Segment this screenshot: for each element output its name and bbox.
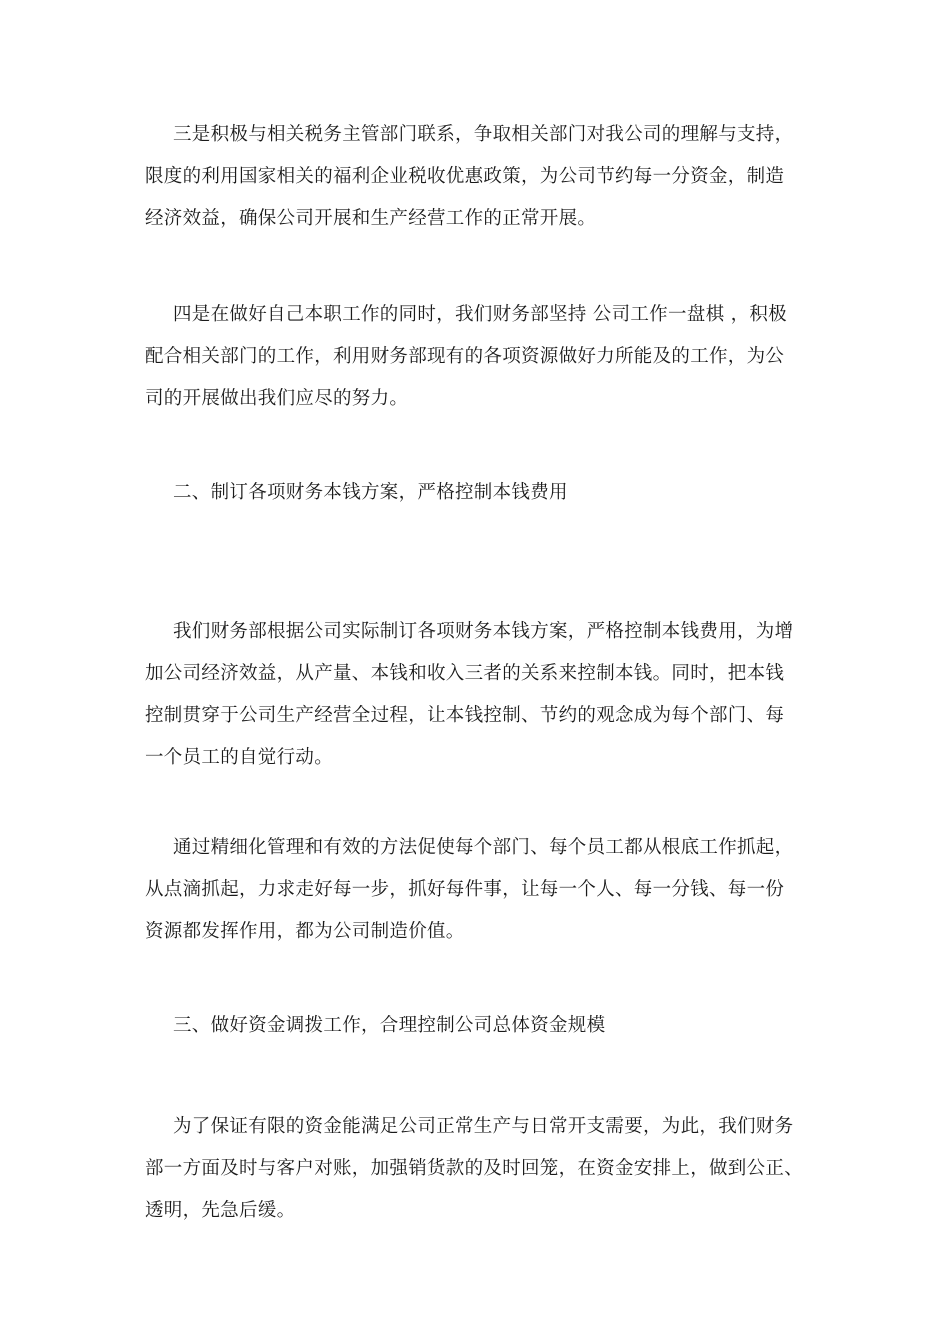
text-line: 资源都发挥作用，都为公司制造价值。 — [145, 921, 465, 942]
text-line: 控制贯穿于公司生产经营全过程，让本钱控制、节约的观念成为每个部门、每 — [145, 705, 785, 726]
text-line: 三是积极与相关税务主管部门联系，争取相关部门对我公司的理解与支持， — [173, 124, 794, 145]
text-line: 我们财务部根据公司实际制订各项财务本钱方案，严格控制本钱费用，为增 — [173, 621, 794, 642]
section-heading-cost-plan — [145, 472, 810, 514]
paragraph-cost-control — [145, 611, 810, 779]
text-line: 四是在做好自己本职工作的同时，我们财务部坚持 公司工作一盘棋 ，积极 — [173, 304, 787, 325]
paragraph-fine-management — [145, 827, 810, 953]
text-line: 从点滴抓起，力求走好每一步，抓好每件事，让每一个人、每一分钱、每一份 — [145, 879, 785, 900]
text-line: 为了保证有限的资金能满足公司正常生产与日常开支需要，为此，我们财务 — [173, 1116, 794, 1137]
section-heading: 二、制订各项财务本钱方案，严格控制本钱费用 — [173, 482, 568, 503]
paragraph-tax-policy — [145, 114, 810, 240]
text-line: 一个员工的自觉行动。 — [145, 747, 334, 768]
text-line: 经济效益，确保公司开展和生产经营工作的正常开展。 — [145, 208, 597, 229]
text-line: 部一方面及时与客户对账，加强销货款的及时回笼，在资金安排上，做到公正、 — [145, 1158, 804, 1179]
text-line: 司的开展做出我们应尽的努力。 — [145, 388, 409, 409]
section-heading-fund-allocation — [145, 1005, 810, 1047]
text-line: 加公司经济效益，从产量、本钱和收入三者的关系来控制本钱。同时，把本钱 — [145, 663, 785, 684]
text-line: 透明，先急后缓。 — [145, 1200, 296, 1221]
section-heading: 三、做好资金调拨工作，合理控制公司总体资金规模 — [173, 1015, 606, 1036]
paragraph-cooperation — [145, 294, 810, 420]
text-line: 限度的利用国家相关的福利企业税收优惠政策，为公司节约每一分资金，制造 — [145, 166, 785, 187]
text-line: 配合相关部门的工作，利用财务部现有的各项资源做好力所能及的工作，为公 — [145, 346, 785, 367]
text-line: 通过精细化管理和有效的方法促使每个部门、每个员工都从根底工作抓起， — [173, 837, 794, 858]
paragraph-fund-arrangement — [145, 1106, 810, 1232]
